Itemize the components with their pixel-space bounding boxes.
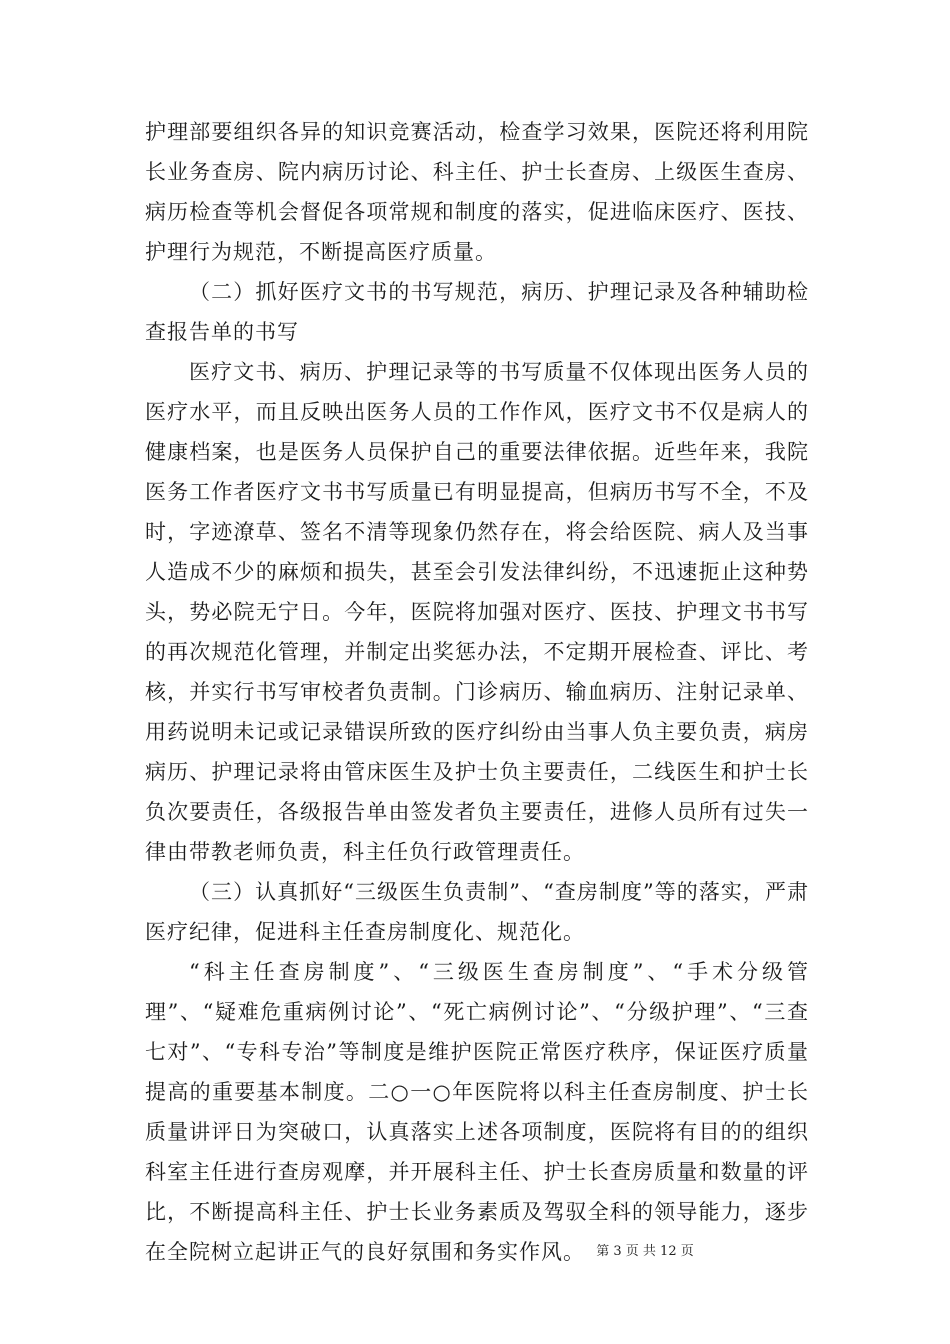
- paragraph-medical-documents: 医疗文书、病历、护理记录等的书写质量不仅体现出医务人员的医疗水平，而且反映出医务人员的工作作风，医疗文书不仅是病人的健康档案，也是医务人员保护自己的重要法律依据。近些年来，我院医务工作者医疗文书书写质量已有明显提高，但病历书写不全，不及时，字迹潦草、签名不清等现象仍然存在，将会给医院、病人及当事人造成不少的麻烦和损失，甚至会引发法律纠纷，不迅速扼止这种势头，势必院无宁日。今年，医院将加强对医疗、医技、护理文书书写的再次规范化管理，并制定出奖惩办法，不定期开展检查、评比、考核，并实行书写审校者负责制。门诊病历、输血病历、注射记录单、用药说明未记或记录错误所致的医疗纠纷由当事人负主要负责，病房病历、护理记录将由管床医生及护士负主要责任，二线医生和护士长负次要责任，各级报告单由签发者负主要责任，进修人员所有过失一律由带教老师负责，科主任负行政管理责任。: [145, 360, 809, 864]
- paragraph-intro-continuation: 护理部要组织各异的知识竞赛活动，检查学习效果，医院还将利用院长业务查房、院内病历讨论、科主任、护士长查房、上级医生查房、病历检查等机会督促各项常规和制度的落实，促进临床医疗、医技、护理行为规范，不断提高医疗质量。: [145, 120, 809, 264]
- section-heading-medical-documents: （二）抓好医疗文书的书写规范，病历、护理记录及各种辅助检查报告单的书写: [145, 280, 809, 344]
- section-heading-ward-rounds: （三）认真抓好“三级医生负责制”、“查房制度”等的落实，严肃医疗纪律，促进科主任查房制度化、规范化。: [145, 880, 809, 944]
- paragraph-ward-rounds: “科主任查房制度”、“三级医生查房制度”、“手术分级管理”、“疑难危重病例讨论”、“死亡病例讨论”、“分级护理”、“三查七对”、“专科专治”等制度是维护医院正常医疗秩序，保证医疗质量提高的重要基本制度。二○一○年医院将以科主任查房制度、护士长质量讲评日为突破口，认真落实上述各项制度，医院将有目的的组织科室主任进行查房观摩，并开展科主任、护士长查房质量和数量的评比，不断提高科主任、护士长业务素质及驾驭全科的领导能力，逐步在全院树立起讲正气的良好氛围和务实作风。: [145, 960, 809, 1264]
- page-number-footer: 第 3 页 共 12 页: [596, 1244, 694, 1259]
- document-body: [145, 112, 809, 1272]
